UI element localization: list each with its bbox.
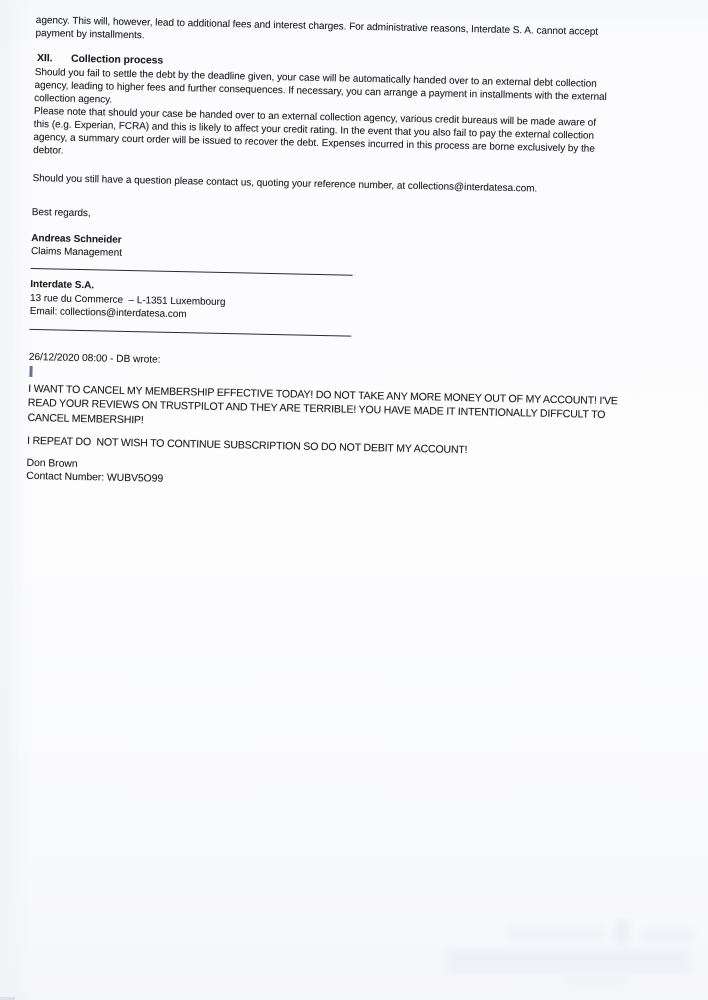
paragraph-contact-us: Should you still have a question please contact us, quoting your reference number, at collections@interdatesa.com. (32, 172, 538, 195)
closing-line: Best regards, (31, 206, 91, 220)
watermark-smudge (642, 928, 694, 942)
company-name: Interdate S.A. (30, 278, 95, 292)
watermark-smudge (446, 948, 690, 974)
signature-name: Andreas Schneider (31, 232, 122, 246)
paragraph-credit-bureaus: Please note that should your case be handed over to an external collection agency, various credit bureaus will be made aware of this (e.g. Experian, FCRA) and this is likely to affect your credit rating. In the event that you also fail to pay the external collection agency, a summary court order will be issued to recover the debt. Expenses incurred in this process are borne exclusively by the debtor. (33, 105, 597, 157)
paragraph-collection-handover: Should you fail to settle the debt by the deadline given, your case will be automatically handed over to an external debt collection agency, leading to higher fees and further consequences. If necessary, you can arrange a payment in installments with the external collection agency. (34, 66, 607, 106)
reply-body-second: I REPEAT DO NOT WISH TO CONTINUE SUBSCRIPTION SO DO NOT DEBIT MY ACCOUNT! (26, 435, 468, 457)
divider-line-bottom (29, 328, 351, 336)
signature-block (31, 232, 693, 272)
watermark-smudge (566, 976, 626, 988)
watermark-smudge (614, 920, 630, 944)
reply-contact-number: Contact Number: WUBV5O99 (26, 471, 164, 486)
divider-line-top (31, 268, 353, 276)
paragraph-continuation: agency. This will, however, lead to additional fees and interest charges. For administrative reasons, Interdate S. A. cannot accept payment by installments. (35, 14, 599, 42)
signature-role: Claims Management (30, 245, 122, 259)
section-number: XII. (36, 53, 53, 65)
text-cursor-mark (29, 365, 32, 376)
reply-sender-name: Don Brown (26, 457, 78, 470)
watermark-smudge (508, 926, 604, 941)
company-address: 13 rue du Commerce – L-1351 Luxembourg (29, 292, 226, 308)
reply-body-first: I WANT TO CANCEL MY MEMBERSHIP EFFECTIVE TODAY! DO NOT TAKE ANY MORE MONEY OUT OF MY ACCOUNT! I'VE READ YOUR REVIEWS ON TRUSTPILOT AND THEY ARE TERRIBLE! YOU HAVE MADE IT INTENTIONALLY DIFFCULT TO CANCEL MEMBERSHIP! (27, 382, 618, 427)
company-email: Email: collections@interdatesa.com (29, 305, 187, 321)
faint-watermark (446, 922, 702, 990)
section-title: Collection process (70, 53, 164, 67)
reply-header: 26/12/2020 08:00 - DB wrote: (28, 351, 161, 366)
letter-content (26, 14, 698, 498)
quoted-reply-block (26, 350, 691, 497)
company-block (30, 278, 693, 332)
